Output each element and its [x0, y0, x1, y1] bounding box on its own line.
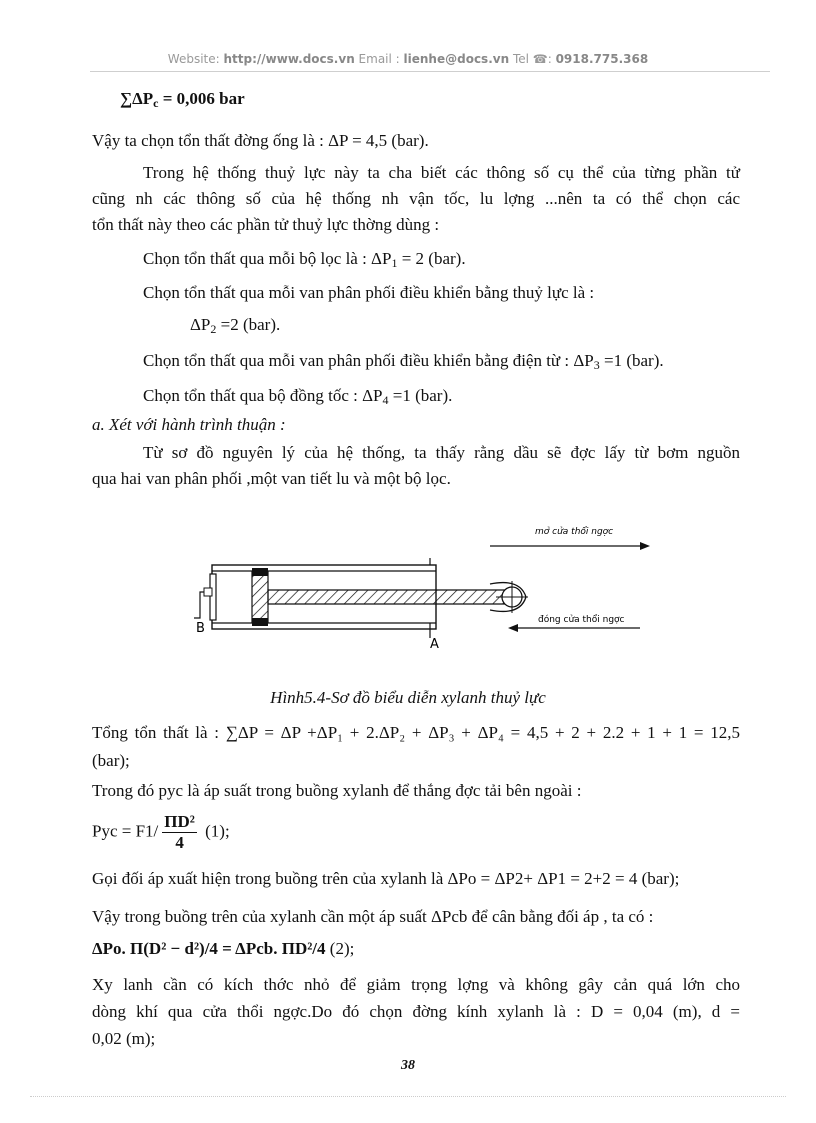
- choice-electric-valve: [143, 350, 664, 376]
- cylinder-diagram: [190, 520, 660, 655]
- pyc-definition: Trong đó pyc là áp suất trong buồng xylanh để thắng đợc tải bên ngoài :: [92, 781, 582, 800]
- header-divider: [90, 71, 770, 72]
- paragraph-line-2: cũng nh các thông số của hệ thống nh vận tốc, lu lợng ...nên ta có thể chọn các: [92, 189, 740, 208]
- email-label: Email :: [354, 52, 404, 66]
- page-number: 38: [401, 1058, 415, 1073]
- choice-hydraulic-end: =2 (bar).: [216, 315, 281, 334]
- eq2-body: ΔPo. Π(D² − d²)/4 = ΔPcb. ΠD²/4: [92, 939, 326, 958]
- website-label: Website:: [167, 52, 224, 66]
- page-header: [0, 52, 816, 66]
- choice-hydraulic-sub: 2: [210, 322, 217, 336]
- sum-symbol: ∑ΔP: [120, 89, 154, 108]
- size-paragraph-2: dòng khí qua cửa thổi ngợc.Do đó chọn đờng kính xylanh là : D = 0,04 (m), d =: [92, 1002, 740, 1021]
- choice-hydraulic-valve: Chọn tổn thất qua mỗi van phân phối điều khiển bằng thuỷ lực là :: [143, 283, 595, 302]
- eq2-tag: (2);: [325, 939, 355, 958]
- paragraph-flow-2: qua hai van phân phối ,một van tiết lu và một bộ lọc.: [92, 469, 451, 488]
- paragraph-flow-1: Từ sơ đồ nguyên lý của hệ thống, ta thấy rằng dầu sẽ đợc lấy từ bơm nguồn: [143, 443, 740, 462]
- eq1-fraction: [162, 812, 197, 853]
- choice-electric-sub: 3: [593, 358, 600, 372]
- website-url[interactable]: http://www.docs.vn: [223, 52, 355, 66]
- sum-value: = 0,006 bar: [158, 89, 245, 108]
- piston: [252, 568, 510, 626]
- paragraph-line-1: Trong hệ thống thuỷ lực này ta cha biết các thông số cụ thể của từng phần tử: [143, 163, 740, 182]
- choice-hydraulic-symbol: ΔP: [190, 315, 211, 334]
- eq1-denominator: 4: [175, 833, 184, 852]
- choice-hydraulic-value: [190, 314, 280, 340]
- line-chosen-loss: Vậy ta chọn tổn thất đờng ống là : ΔP = 4,5 (bar).: [92, 131, 429, 150]
- eq1-numerator: ΠD²: [164, 812, 195, 831]
- choice-electric-text: Chọn tổn thất qua mỗi van phân phối điều khiển bằng điện từ : ΔP: [143, 351, 594, 370]
- tel-number: 0918.775.368: [555, 52, 649, 66]
- label-close: đóng cửa thổi ngợc: [538, 615, 625, 625]
- choice-sync-end: =1 (bar).: [388, 386, 453, 405]
- port-b: [194, 588, 212, 618]
- eq1-tag: (1);: [200, 821, 230, 841]
- sum-sub: c: [153, 96, 159, 110]
- equation-2: [92, 938, 354, 960]
- total-loss-unit: (bar);: [92, 751, 130, 770]
- equation-1: [92, 812, 230, 853]
- choice-filter-sub: 1: [391, 256, 398, 270]
- eq1-left: Pyc = F1/: [92, 821, 159, 841]
- footer-divider: [30, 1096, 786, 1097]
- choice-sync-sub: 4: [382, 393, 389, 407]
- size-paragraph-1: Xy lanh cần có kích thớc nhỏ để giảm trọng lợng và không gây cản quá lớn cho: [92, 975, 740, 994]
- balance-pressure-line: Vậy trong buồng trên của xylanh cần một áp suất ΔPcb để cân bằng đối áp , ta có :: [92, 907, 654, 926]
- arrow-open: [490, 542, 650, 550]
- tel-label: Tel ☎:: [509, 52, 556, 66]
- label-b: B: [196, 621, 205, 636]
- label-open: mở cửa thổi ngợc: [535, 527, 614, 537]
- paragraph-line-3: tổn thất này theo các phần tử thuỷ lực thờng dùng :: [92, 215, 440, 234]
- back-pressure-line: Gọi đối áp xuất hiện trong buồng trên của xylanh là ΔPo = ΔP2+ ΔP1 = 2+2 = 4 (bar);: [92, 869, 680, 888]
- total-loss-line: Tổng tổn thất là : ∑ΔP = ΔP +ΔP₁ + 2.ΔP₂ + ΔP₃ + ΔP₄ = 4,5 + 2 + 2.2 + 1 + 1 = 12,5: [92, 723, 740, 742]
- choice-electric-end: =1 (bar).: [599, 351, 664, 370]
- choice-synchronizer: [143, 385, 452, 411]
- choice-filter: [143, 248, 466, 274]
- sum-formula: [120, 88, 245, 114]
- choice-filter-text: Chọn tổn thất qua mỗi bộ lọc là : ΔP: [143, 249, 392, 268]
- label-a: A: [430, 637, 439, 652]
- choice-sync-text: Chọn tổn thất qua bộ đồng tốc : ΔP: [143, 386, 383, 405]
- arrow-close: [508, 624, 640, 632]
- choice-filter-end: = 2 (bar).: [397, 249, 466, 268]
- size-paragraph-3: 0,02 (m);: [92, 1029, 156, 1048]
- section-a-heading: a. Xét với hành trình thuận :: [92, 415, 286, 434]
- email-address[interactable]: lienhe@docs.vn: [403, 52, 510, 66]
- figure-caption: Hình5.4-Sơ đồ biểu diễn xylanh thuỷ lực: [270, 688, 546, 707]
